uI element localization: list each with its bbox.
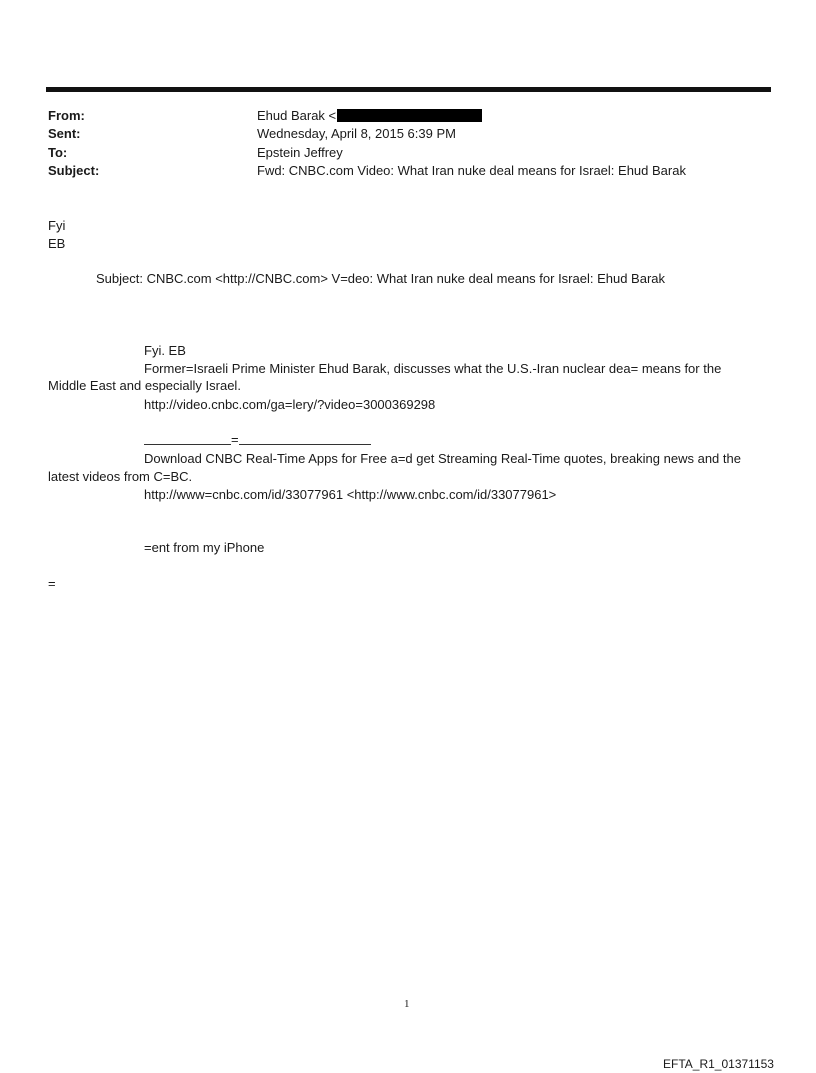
video-link[interactable]: http://video.cnbc.com/ga=lery/?video=3000369298	[144, 397, 436, 412]
signature: =ent from my iPhone	[144, 540, 265, 555]
paragraph1-line1: Former=Israeli Prime Minister Ehud Barak, discusses what the U.S.-Iran nuclear dea= means for the	[144, 361, 722, 376]
document-id: EFTA_R1_01371153	[663, 1057, 774, 1071]
body-fyi: Fyi	[48, 218, 66, 233]
separator-underline-right	[239, 432, 371, 445]
from-value	[257, 107, 482, 124]
cnbc-link[interactable]: http://www=cnbc.com/id/33077961 <http://www.cnbc.com/id/33077961>	[144, 487, 557, 502]
sent-label: Sent:	[48, 126, 81, 141]
separator-mark: =	[231, 432, 239, 447]
to-label: To:	[48, 145, 68, 160]
to-value: Epstein Jeffrey	[257, 145, 343, 160]
redaction-bar	[337, 109, 482, 122]
header-rule	[46, 87, 771, 92]
paragraph2-line2: latest videos from C=BC.	[48, 469, 193, 484]
sent-value: Wednesday, April 8, 2015 6:39 PM	[257, 126, 456, 141]
subject-label: Subject:	[48, 163, 100, 178]
from-label: From:	[48, 108, 85, 123]
paragraph1-line2: Middle East and especially Israel.	[48, 378, 241, 393]
separator-line	[144, 431, 371, 448]
subject-value: Fwd: CNBC.com Video: What Iran nuke deal means for Israel: Ehud Barak	[257, 163, 686, 178]
page-number: 1	[404, 998, 410, 1010]
paragraph2-line1: Download CNBC Real-Time Apps for Free a=d get Streaming Real-Time quotes, breaking news and the	[144, 451, 741, 466]
body-eb: EB	[48, 236, 66, 251]
forwarded-subject: Subject: CNBC.com <http://CNBC.com> V=deo: What Iran nuke deal means for Israel: Ehud Barak	[96, 271, 666, 286]
separator-underline-left	[144, 432, 231, 445]
trailing-mark: =	[48, 576, 56, 591]
fyi-eb-line: Fyi. EB	[144, 343, 186, 358]
from-name: Ehud Barak <	[257, 108, 337, 123]
